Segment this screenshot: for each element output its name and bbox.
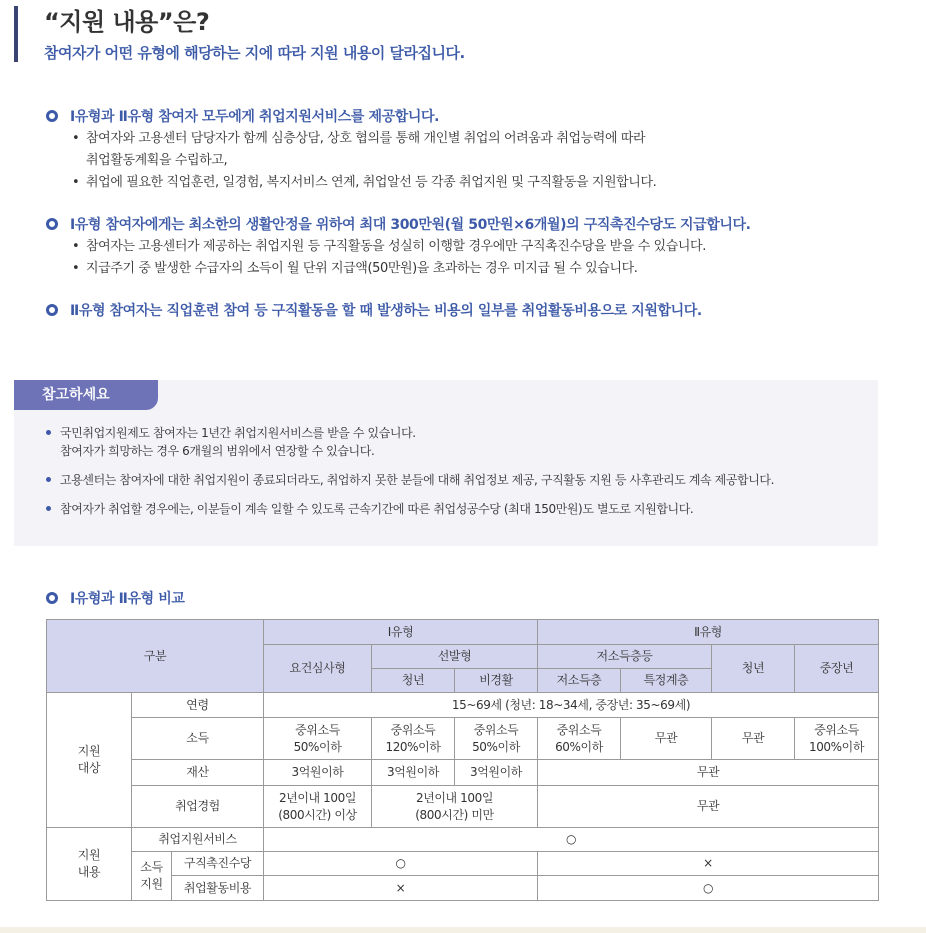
header-type2: Ⅱ유형 — [538, 620, 879, 645]
income-label: 소득 — [132, 718, 264, 760]
section-heading-text: Ⅰ유형과 Ⅱ유형 비교 — [70, 591, 185, 607]
cell-line: 중위소득 — [556, 722, 602, 737]
section-type1-allowance — [46, 214, 906, 280]
label-line: 지원 — [140, 877, 163, 891]
label-line: 내용 — [77, 865, 101, 879]
section-heading — [46, 214, 906, 234]
note-list — [44, 424, 864, 529]
label-line: 지원 — [77, 744, 101, 758]
header-requirement: 요건심사형 — [264, 645, 372, 693]
list-item: • 취업에 필요한 직업훈련, 일경험, 복지서비스 연계, 취업알선 등 각종 취업지원 및 구직활동을 지원합니다. — [72, 172, 906, 194]
section-heading — [46, 300, 906, 320]
section-heading-text: Ⅰ유형 참여자에게는 최소한의 생활안정을 위하여 최대 300만원(월 50만원×6개월)의 구직촉진수당도 지급합니다. — [70, 217, 751, 233]
ring-bullet-icon — [46, 110, 58, 122]
table-row — [47, 693, 879, 718]
label-line: 지원 — [77, 848, 101, 862]
assets-label: 재산 — [132, 760, 264, 786]
experience-requirement — [264, 786, 372, 828]
cell-line: 120%이하 — [385, 739, 441, 754]
cell-line: 중위소득 — [295, 722, 340, 737]
table-row — [47, 718, 879, 760]
allowance-type2: × — [538, 852, 879, 876]
header-selection-youth: 청년 — [372, 669, 455, 693]
list-item — [72, 128, 906, 172]
activity-cost-label: 취업활동비용 — [172, 876, 264, 901]
bullet-list — [46, 128, 906, 194]
allowance-type1: ○ — [264, 852, 538, 876]
experience-selection — [372, 786, 538, 828]
list-item: • 지급주기 중 발생한 수급자의 소득이 월 단위 지급액(50만원)을 초과하는 경우 미지급 될 수 있습니다. — [72, 258, 906, 280]
header-gubun: 구분 — [47, 620, 264, 693]
ring-bullet-icon — [46, 218, 58, 230]
income-cell: 무관 — [621, 718, 712, 760]
bullet-continuation: 취업활동계획을 수립하고, — [86, 153, 228, 168]
header-youth: 청년 — [712, 645, 795, 693]
experience-label: 취업경험 — [132, 786, 264, 828]
assets-cell: 3억원이하 — [455, 760, 538, 786]
header-low-income-group: 저소득층등 — [538, 645, 712, 669]
cell-line: 중위소득 — [814, 722, 859, 737]
section-type2-cost — [46, 300, 906, 320]
bullet-list — [46, 236, 906, 280]
note-text: 국민취업지원제도 참여자는 1년간 취업지원서비스를 받을 수 있습니다. — [60, 426, 416, 440]
header-low-income: 저소득층 — [538, 669, 621, 693]
target-label — [47, 693, 132, 828]
table-row — [47, 620, 879, 645]
income-cell — [264, 718, 372, 760]
section-heading — [46, 106, 906, 126]
assets-cell: 3억원이하 — [372, 760, 455, 786]
page-title: “지원 내용”은? — [44, 8, 210, 36]
cell-line: 2년이내 100일 — [278, 790, 357, 805]
table-row — [47, 876, 879, 901]
ring-bullet-icon — [46, 304, 58, 316]
label-line: 대상 — [77, 761, 101, 775]
header-special: 특정계층 — [621, 669, 712, 693]
section-heading-text: Ⅰ유형과 Ⅱ유형 참여자 모두에게 취업지원서비스를 제공합니다. — [70, 109, 440, 125]
note-box — [14, 380, 878, 546]
page-subtitle: 참여자가 어떤 유형에 해당하는 지에 따라 지원 내용이 달라집니다. — [44, 44, 465, 62]
list-item: 참여자가 취업할 경우에는, 이분들이 계속 일할 수 있도록 근속기간에 따른 취업성공수당 (최대 150만원)도 별도로 지원합니다. — [44, 500, 864, 518]
income-support-label — [132, 852, 172, 901]
ring-bullet-icon — [46, 592, 58, 604]
assets-cell: 3억원이하 — [264, 760, 372, 786]
table-row — [47, 828, 879, 852]
cell-line: 2년이내 100일 — [415, 790, 494, 805]
activity-cost-type1: × — [264, 876, 538, 901]
cell-line: (800시간) 미만 — [415, 807, 494, 822]
income-cell — [795, 718, 879, 760]
bottom-divider — [0, 927, 926, 933]
comparison-heading — [46, 588, 184, 608]
list-item — [44, 424, 864, 460]
cell-line: 50%이하 — [293, 739, 342, 754]
service-label: 취업지원서비스 — [132, 828, 264, 852]
support-label — [47, 828, 132, 901]
label-line: 소득 — [140, 860, 163, 874]
income-cell — [455, 718, 538, 760]
allowance-label: 구직촉진수당 — [172, 852, 264, 876]
bullet-text: 참여자와 고용센터 담당자가 함께 심층상담, 상호 협의를 통해 개인별 취업의 어려움과 취업능력에 따라 — [86, 131, 646, 146]
income-cell — [372, 718, 455, 760]
experience-type2: 무관 — [538, 786, 879, 828]
section-common-service — [46, 106, 906, 194]
section-heading-text: Ⅱ유형 참여자는 직업훈련 참여 등 구직활동을 할 때 발생하는 비용의 일부를 취업활동비용으로 지원합니다. — [70, 303, 702, 319]
cell-line: 60%이하 — [555, 739, 603, 754]
activity-cost-type2: ○ — [538, 876, 879, 901]
comparison-table — [46, 619, 879, 901]
header-selection: 선발형 — [372, 645, 538, 669]
income-cell — [538, 718, 621, 760]
cell-line: 50%이하 — [472, 739, 520, 754]
table-row — [47, 760, 879, 786]
table-row — [47, 786, 879, 828]
cell-line: 100%이하 — [808, 739, 865, 754]
age-value: 15~69세 (청년: 18~34세, 중장년: 35~69세) — [264, 693, 879, 718]
cell-line: 중위소득 — [390, 722, 436, 737]
cell-line: 중위소득 — [473, 722, 519, 737]
age-label: 연령 — [132, 693, 264, 718]
table-row — [47, 852, 879, 876]
note-tab: 참고하세요 — [14, 380, 158, 410]
header-type1: Ⅰ유형 — [264, 620, 538, 645]
list-item: • 참여자는 고용센터가 제공하는 취업지원 등 구직활동을 성실히 이행할 경우에만 구직촉진수당을 받을 수 있습니다. — [72, 236, 906, 258]
note-text: 참여자가 희망하는 경우 6개월의 범위에서 연장할 수 있습니다. — [60, 444, 375, 458]
header-middle-aged: 중장년 — [795, 645, 879, 693]
title-accent-bar — [14, 6, 18, 62]
list-item: 고용센터는 참여자에 대한 취업지원이 종료되더라도, 취업하지 못한 분들에 대해 취업정보 제공, 구직활동 지원 등 사후관리도 계속 제공합니다. — [44, 471, 864, 489]
assets-type2: 무관 — [538, 760, 879, 786]
income-cell: 무관 — [712, 718, 795, 760]
service-value: ○ — [264, 828, 879, 852]
cell-line: (800시간) 이상 — [278, 807, 357, 822]
header-non-economic: 비경활 — [455, 669, 538, 693]
